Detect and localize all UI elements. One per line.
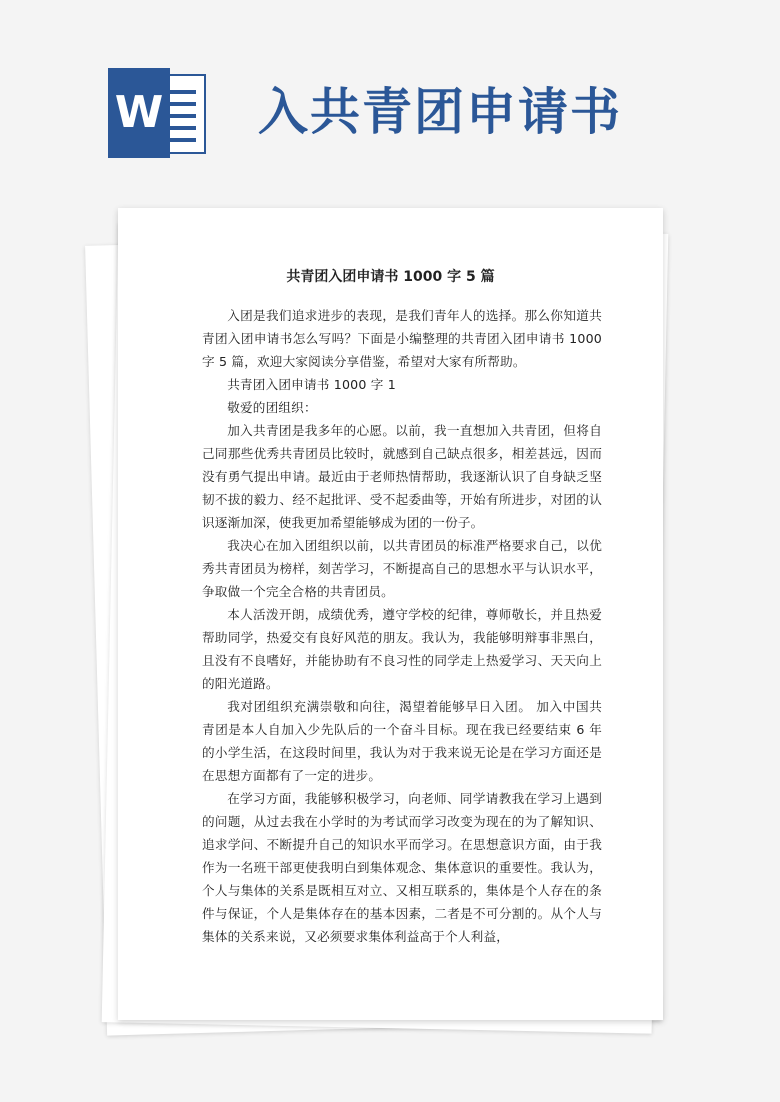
document-page (118, 208, 663, 1020)
paragraph: 我对团组织充满崇敬和向往，渴望着能够早日入团。 加入中国共青团是本人自加入少先队后的一个奋斗目标。现在我已经要结束 6 年的小学生活，在这段时间里，我认为对于我来说无论是在学习方面还是在思想方面都有了一定的进步。 (202, 699, 602, 783)
paragraph: 敬爱的团组织： (227, 400, 317, 415)
banner-title: 入共青团申请书 (258, 82, 622, 141)
paragraph: 共青团入团申请书 1000 字 1 (227, 377, 397, 392)
document-title: 共青团入团申请书 1000 字 5 篇 (286, 269, 495, 285)
paragraph: 加入共青团是我多年的心愿。以前，我一直想加入共青团，但将自己同那些优秀共青团员比较时，就感到自己缺点很多，相差甚远，因而没有勇气提出申请。最近由于老师热情帮助，我逐渐认识了自身缺乏坚韧不拔的毅力、经不起批评、受不起委曲等，开始有所进步，对团的认识逐渐加深，使我更加希望能够成为团的一份子。 (202, 423, 602, 530)
paragraph: 我决心在加入团组织以前，以共青团员的标准严格要求自己，以优秀共青团员为榜样，刻苦学习，不断提高自己的思想水平与认识水平，争取做一个完全合格的共青团员。 (202, 538, 602, 599)
page-header (0, 0, 780, 190)
paragraph: 入团是我们追求进步的表现，是我们青年人的选择。那么你知道共青团入团申请书怎么写吗？下面是小编整理的共青团入团申请书 1000 字 5 篇，欢迎大家阅读分享借鉴，希望对大家有所帮助。 (202, 308, 602, 369)
word-document-icon (108, 68, 208, 158)
paragraph: 在学习方面，我能够积极学习，向老师、同学请教我在学习上遇到的问题，从过去我在小学时的为考试而学习改变为现在的为了解知识、追求学问、不断提升自己的知识水平而学习。在思想意识方面，由于我作为一名班干部更使我明白到集体观念、集体意识的重要性。我认为，个人与集体的关系是既相互对立、又相互联系的，集体是个人存在的条件与保证，个人是集体存在的基本因素，二者是不可分割的。从个人与集体的关系来说，又必须要求集体利益高于个人利益， (202, 791, 602, 944)
paragraph: 本人活泼开朗，成绩优秀，遵守学校的纪律，尊师敬长，并且热爱帮助同学，热爱交有良好风范的朋友。我认为，我能够明辩事非黑白，且没有不良嗜好，并能协助有不良习性的同学走上热爱学习、天天向上的阳光道路。 (202, 607, 602, 691)
word-icon-letter: W (108, 68, 170, 158)
document-body (202, 304, 602, 948)
